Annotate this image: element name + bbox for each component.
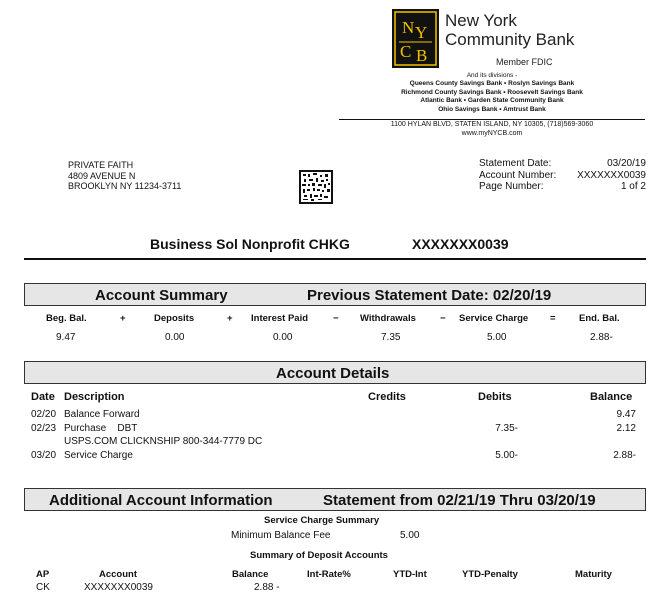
details-header-debits: Debits: [478, 391, 512, 403]
account-type-title: Business Sol Nonprofit CHKG: [150, 236, 350, 252]
page-number-label: Page Number:: [479, 181, 544, 192]
account-number-value: XXXXXXX0039: [577, 169, 646, 181]
details-header-description: Description: [64, 391, 125, 403]
summary-beg-bal: 9.47: [56, 332, 76, 343]
details-header-balance: Balance: [590, 391, 633, 403]
account-number-title: XXXXXXX0039: [412, 236, 509, 252]
summary-header-withdrawals: Withdrawals: [360, 313, 416, 324]
details-description: Purchase DBT: [64, 423, 138, 434]
logo-letter-n: N: [402, 18, 415, 37]
statement-date-label: Statement Date:: [479, 158, 552, 169]
additional-info-bar: [24, 488, 646, 511]
bank-address: 1100 HYLAN BLVD, STATEN ISLAND, NY 10305, (718)569-3060: [390, 121, 594, 128]
division-line: Ohio Savings Bank • Amtrust Bank: [438, 105, 546, 113]
customer-street: 4809 AVENUE N: [68, 170, 136, 181]
logo-letter-c: C: [400, 42, 412, 61]
summary-header-minus: −: [333, 313, 339, 324]
summary-service-charge: 5.00: [487, 332, 507, 343]
logo-letter-b: B: [416, 46, 428, 65]
customer-address: [68, 160, 181, 192]
account-number-label: Account Number:: [479, 169, 557, 181]
deposit-header-int-rate: Int-Rate%: [307, 569, 351, 580]
statement-date-value: 03/20/19: [607, 158, 646, 169]
divisions-intro: And its divisions -: [466, 72, 518, 79]
summary-header-plus: +: [120, 313, 126, 324]
summary-header-beg-bal: Beg. Bal.: [46, 313, 87, 324]
summary-header-interest-paid: Interest Paid: [251, 313, 309, 324]
deposit-header-ytd-penalty: YTD-Penalty: [462, 569, 518, 580]
division-line: Atlantic Bank • Garden State Community Bank: [420, 97, 564, 105]
bank-name-line1: New York: [445, 11, 517, 30]
details-date: 02/23: [31, 423, 57, 434]
division-line: Richmond County Savings Bank • Roosevelt Savings Bank: [401, 88, 583, 96]
summary-header-minus: −: [440, 313, 446, 324]
division-line: Queens County Savings Bank • Roslyn Savings Bank: [409, 80, 575, 88]
details-date: 02/20: [31, 409, 57, 420]
details-description: Balance Forward: [64, 409, 140, 420]
summary-interest-paid: 0.00: [273, 332, 293, 343]
customer-city: BROOKLYN NY 11234-3711: [68, 181, 182, 191]
details-header-credits: Credits: [368, 391, 406, 403]
summary-header-plus: +: [227, 313, 233, 324]
deposit-account: XXXXXXX0039: [84, 582, 153, 593]
details-header-date: Date: [31, 391, 55, 403]
details-balance: 2.12: [616, 423, 636, 434]
bank-name-line2: Community Bank: [445, 30, 575, 49]
statement-range: Statement from 02/21/19 Thru 03/20/19: [323, 492, 596, 509]
summary-header-end-bal: End. Bal.: [579, 313, 620, 324]
details-date: 03/20: [31, 450, 57, 461]
deposit-summary-title: Summary of Deposit Accounts: [250, 550, 388, 561]
deposit-header-account: Account: [99, 569, 137, 580]
details-description: Service Charge: [64, 450, 133, 461]
bank-name: [445, 11, 574, 49]
details-debit: 5.00-: [495, 450, 518, 461]
summary-deposits: 0.00: [165, 332, 185, 343]
deposit-balance: 2.88 -: [254, 582, 280, 593]
bank-website[interactable]: www.myNYCB.com: [461, 130, 523, 137]
summary-header-service-charge: Service Charge: [459, 313, 529, 324]
summary-header-deposits: Deposits: [154, 313, 195, 324]
summary-end-bal: 2.88-: [590, 332, 613, 343]
deposit-header-balance: Balance: [232, 569, 269, 580]
additional-info-title: Additional Account Information: [49, 492, 273, 509]
service-charge-summary-title: Service Charge Summary: [264, 515, 380, 526]
deposit-ap: CK: [36, 582, 50, 593]
bank-divisions: [379, 72, 605, 114]
account-summary-bar: [24, 283, 646, 306]
statement-labels: [479, 158, 556, 193]
details-balance: 9.47: [616, 409, 636, 420]
bank-address-block: [340, 120, 644, 138]
min-balance-fee-value: 5.00: [400, 530, 420, 541]
account-summary-title: Account Summary: [95, 287, 228, 304]
title-divider: [24, 258, 646, 260]
barcode-icon: [299, 170, 333, 204]
logo-letter-y: Y: [415, 23, 428, 42]
details-debit: 7.35-: [495, 423, 518, 434]
statement-values: [560, 158, 646, 193]
summary-header-equals: =: [550, 313, 556, 324]
customer-name: PRIVATE FAITH: [68, 160, 134, 170]
details-description-extra: USPS.COM CLICKNSHIP 800-344-7779 DC: [64, 436, 263, 447]
min-balance-fee-label: Minimum Balance Fee: [231, 530, 331, 541]
account-details-bar: [24, 361, 646, 384]
deposit-header-ytd-int: YTD-Int: [393, 569, 427, 580]
bank-logo: [392, 9, 439, 68]
deposit-header-ap: AP: [36, 569, 50, 580]
previous-statement-date: Previous Statement Date: 02/20/19: [307, 287, 552, 304]
deposit-header-maturity: Maturity: [575, 569, 612, 580]
page-number-value: 1 of 2: [620, 181, 646, 192]
account-details-title: Account Details: [276, 365, 390, 382]
member-fdic: Member FDIC: [496, 57, 553, 67]
details-balance: 2.88-: [613, 450, 636, 461]
summary-withdrawals: 7.35: [381, 332, 401, 343]
